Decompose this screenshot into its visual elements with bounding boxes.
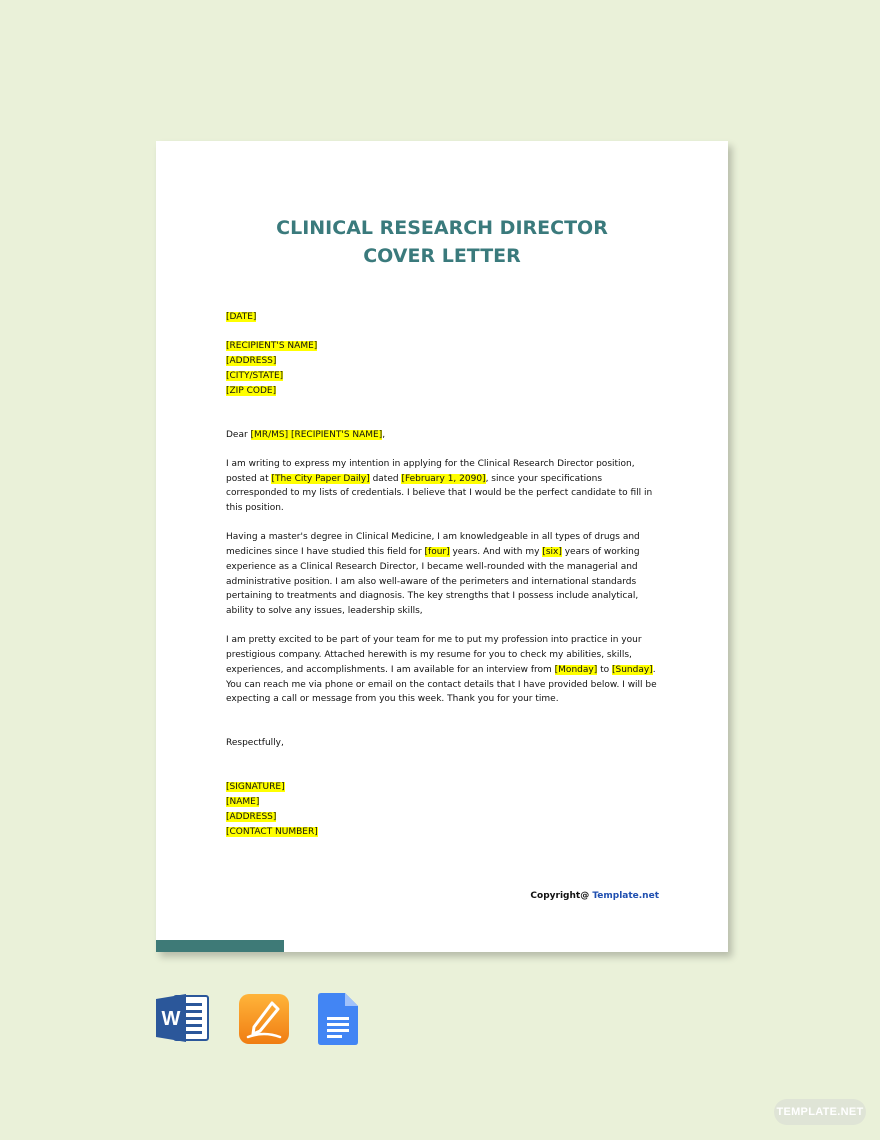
study-years-placeholder: [four] xyxy=(424,547,450,558)
signature-block xyxy=(226,780,666,839)
salutation-prefix: Dear xyxy=(226,429,251,440)
para1-text-1: I am writing to express my intention in applying for the Clinical Research Director position, posted at xyxy=(226,458,635,484)
date-placeholder: [DATE] xyxy=(226,312,257,322)
accent-bar xyxy=(156,940,284,952)
salutation-placeholder: [MR/MS] [RECIPIENT'S NAME] xyxy=(250,429,383,440)
app-icons xyxy=(0,993,880,1045)
word-letter: W xyxy=(161,1008,181,1030)
google-docs-icon[interactable] xyxy=(318,993,358,1045)
signature-placeholder: [SIGNATURE] xyxy=(226,782,285,793)
sender-address-placeholder: [ADDRESS] xyxy=(226,811,277,822)
copyright-link[interactable]: Template.net xyxy=(592,891,659,901)
recipient-block xyxy=(226,339,666,398)
title-line-1: CLINICAL RESEARCH DIRECTOR xyxy=(276,217,608,239)
document-page xyxy=(156,141,728,952)
para2-text-2: years. And with my xyxy=(449,547,543,558)
para3-text-1: I am pretty excited to be part of your team for me to put my profession into practice in your prestigious company. Attached herewith is my resume for you to check my abilities, skills, experiences, and accomplishments. I am available for an interview from xyxy=(226,635,642,675)
posting-date-placeholder: [February 1, 2090] xyxy=(401,473,486,484)
newspaper-placeholder: [The City Paper Daily] xyxy=(271,473,370,484)
closing: Respectfully, xyxy=(226,738,284,749)
name-placeholder: [NAME] xyxy=(226,797,260,808)
salutation xyxy=(226,428,666,443)
title-line-2: COVER LETTER xyxy=(363,245,521,267)
microsoft-word-icon[interactable] xyxy=(156,993,210,1043)
para2-text-3: years of working experience as a Clinical Research Director, I became well-rounded with the managerial and administrative position. I am also well-aware of the perimeters and international standards pertaining to treatments and diagnosis. The key strengths that I possess include analytical, ability to solve any issues, leadership skills, xyxy=(226,547,640,616)
zip-code-placeholder: [ZIP CODE] xyxy=(226,385,277,396)
apple-pages-icon[interactable] xyxy=(238,993,290,1045)
para3-text-3: . You can reach me via phone or email on the contact details that I have provided below. I will be expecting a call or message from you this week. Thank you for your time. xyxy=(226,664,657,705)
recipient-name-placeholder: [RECIPIENT'S NAME] xyxy=(226,341,318,352)
date-block xyxy=(226,310,666,325)
contact-number-placeholder: [CONTACT NUMBER] xyxy=(226,826,318,837)
start-day-placeholder: [Monday] xyxy=(554,664,598,675)
copyright-prefix: Copyright@ xyxy=(530,891,593,901)
paragraph-3 xyxy=(226,633,666,707)
template-net-watermark: TEMPLATE.NET xyxy=(774,1099,866,1125)
work-years-placeholder: [six] xyxy=(542,547,562,558)
para1-text-3: , since your specifications corresponded to my lists of credentials. I believe that I would be the perfect candidate to fill in this position. xyxy=(226,473,653,514)
salutation-suffix: , xyxy=(382,429,386,440)
address-placeholder: [ADDRESS] xyxy=(226,356,277,367)
letter-body xyxy=(226,310,666,839)
end-day-placeholder: [Sunday] xyxy=(611,664,653,675)
paragraph-2 xyxy=(226,530,666,618)
para2-text-1: Having a master's degree in Clinical Medicine, I am knowledgeable in all types of drugs and medicines since I have studied this field for xyxy=(226,532,640,558)
copyright-notice xyxy=(530,891,659,901)
city-state-placeholder: [CITY/STATE] xyxy=(226,370,284,381)
para3-text-2: to xyxy=(597,664,612,675)
para1-text-2: dated xyxy=(369,473,402,484)
paragraph-1 xyxy=(226,457,666,516)
document-title xyxy=(156,214,728,270)
